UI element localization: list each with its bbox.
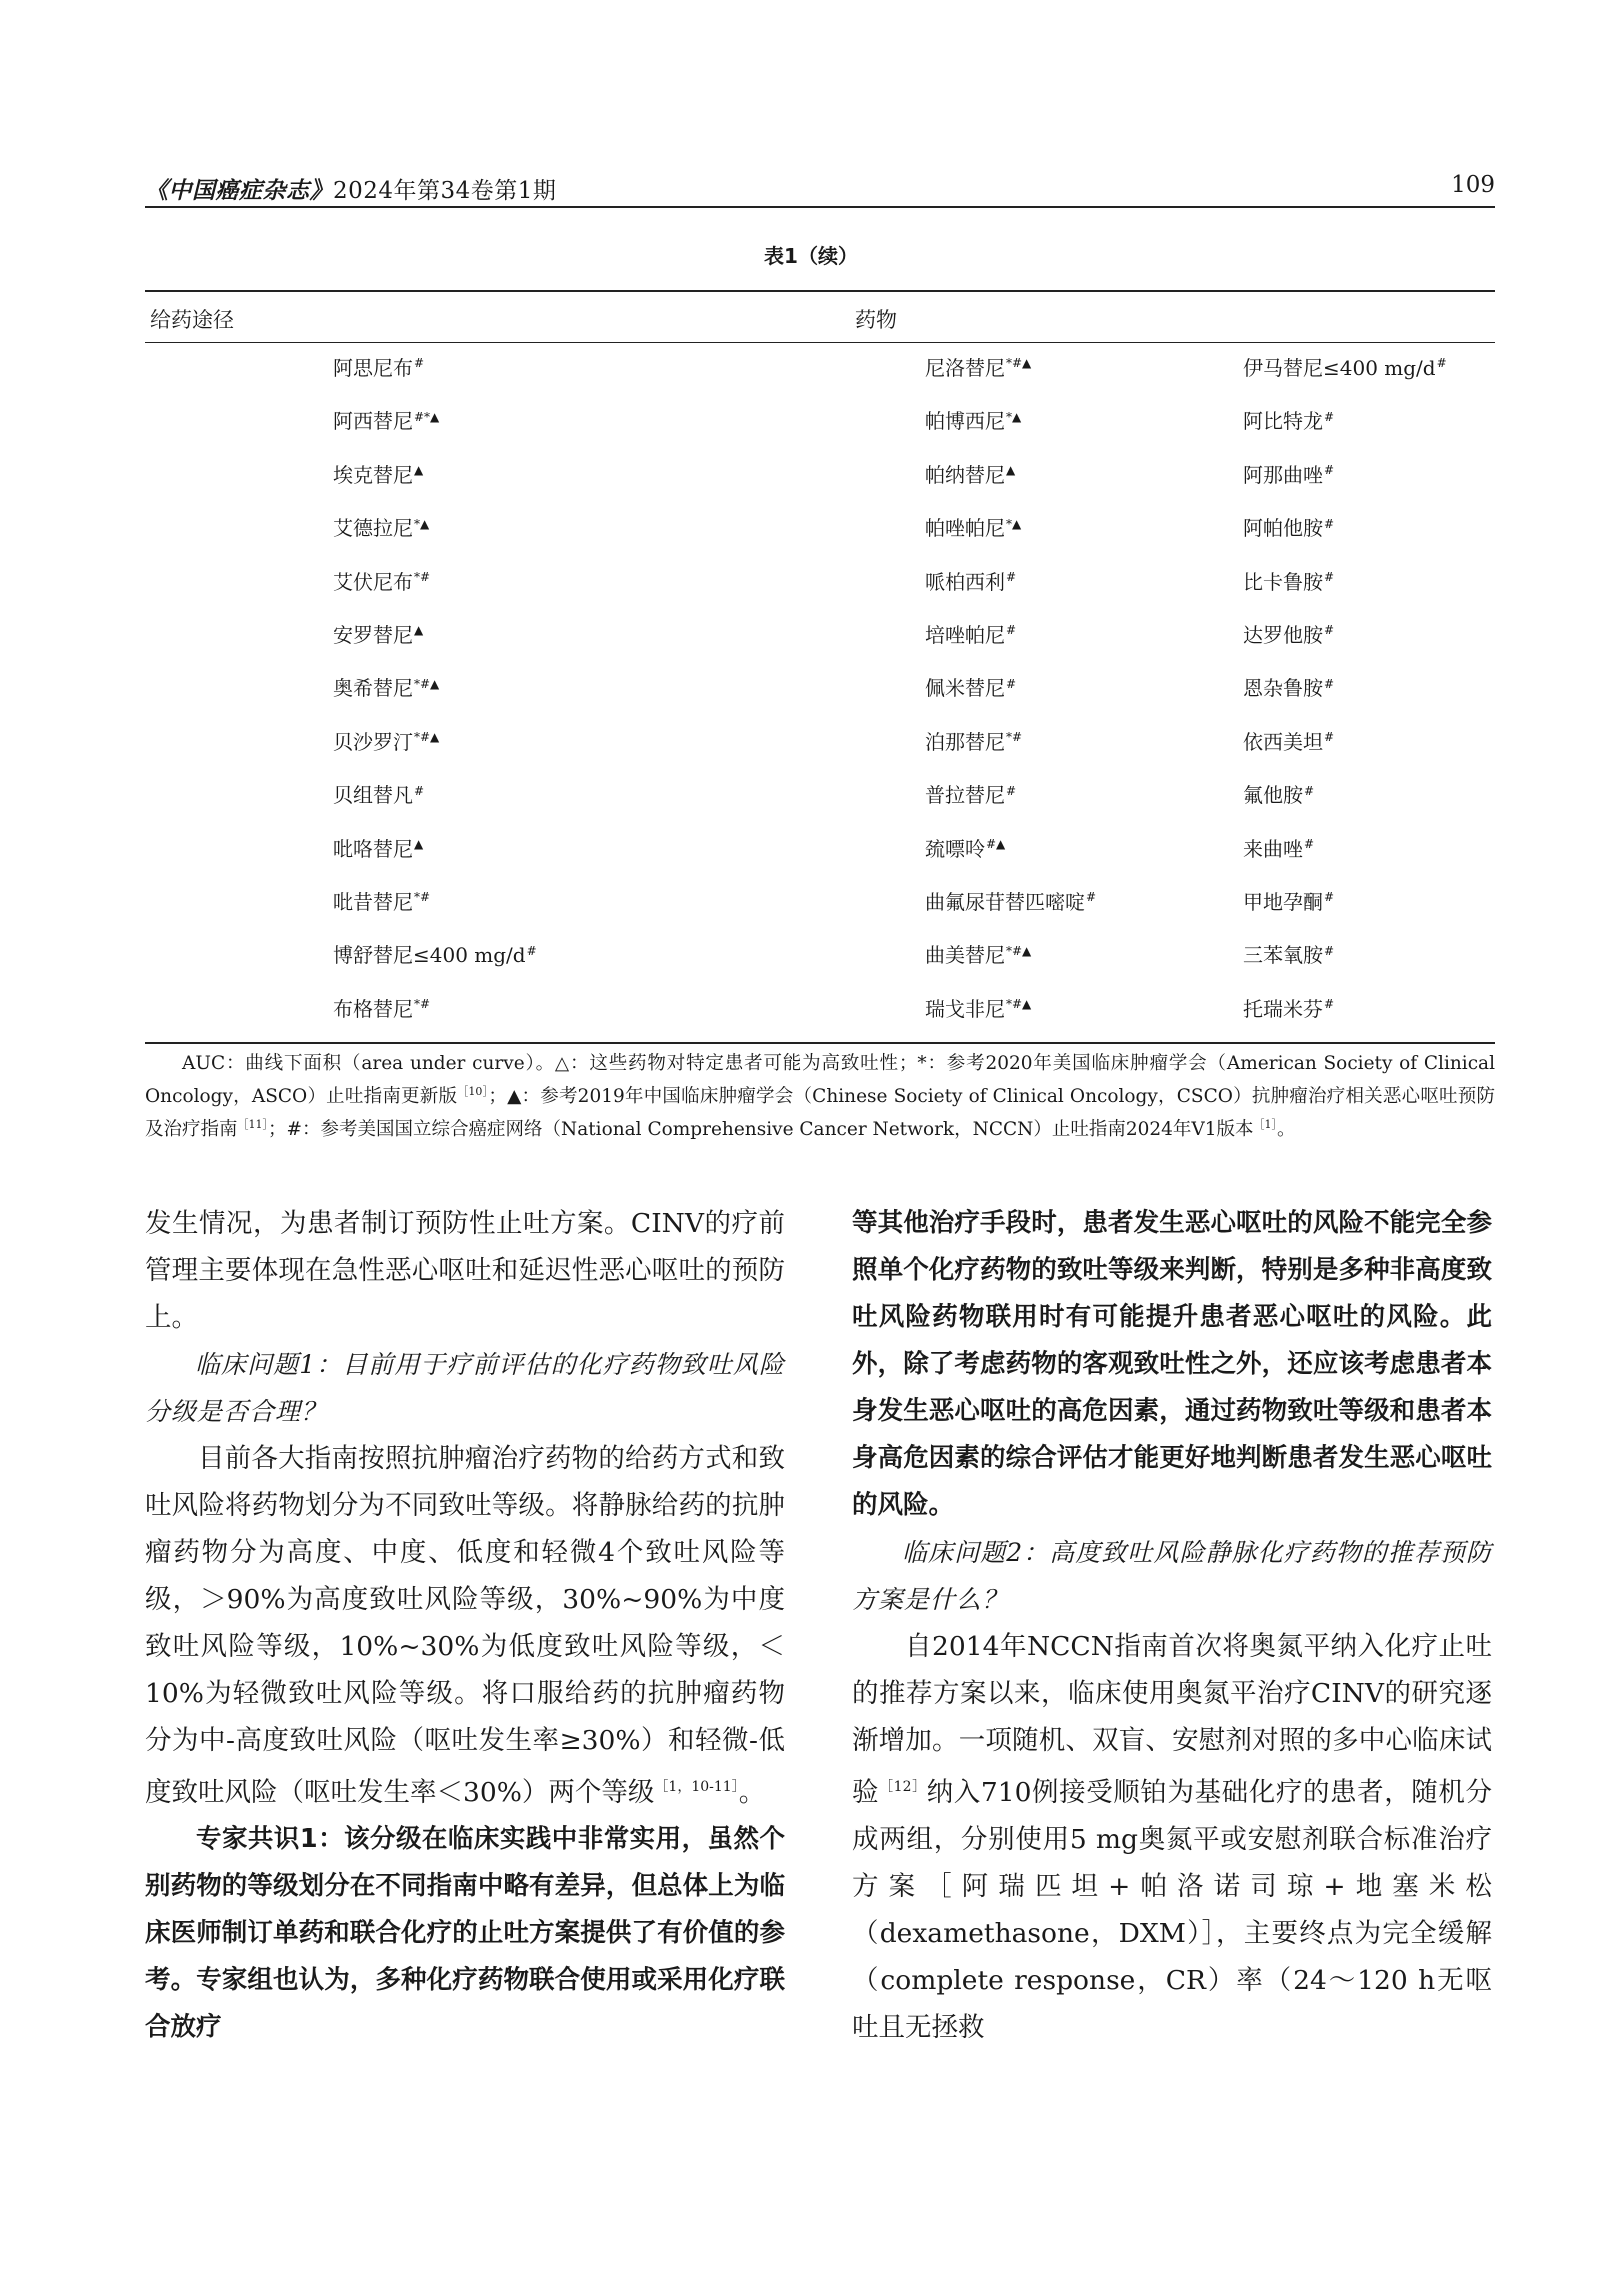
expert-consensus-1: 专家共识1：该分级在临床实践中非常实用，虽然个别药物的等级划分在不同指南中略有差异，但总体上为临床医师制订单药和联合化疗的止吐方案提供了有价值的参考。专家组也认为，多种化疗药物联合使用或采用化疗联合放疗 [145, 1823, 785, 2042]
drug-name: 阿比特龙 [1243, 409, 1323, 434]
drug-cell [1243, 779, 1314, 808]
drug-source-marker: # [1324, 997, 1335, 1012]
drug-name: 吡昔替尼 [333, 890, 413, 914]
drug-cell [333, 779, 424, 808]
drug-cell [333, 886, 430, 915]
drug-cell [333, 512, 429, 541]
drug-name: 博舒替尼≤400 mg/d [333, 943, 526, 968]
drug-source-marker: # [526, 943, 537, 958]
drug-source-marker: *# [414, 997, 431, 1012]
drug-source-marker: ▲ [414, 623, 424, 638]
drug-source-marker: *#▲ [414, 676, 440, 691]
drug-source-marker: *#▲ [414, 730, 440, 745]
drug-source-marker: *#▲ [1006, 943, 1032, 958]
drug-source-marker: *# [414, 569, 431, 584]
drug-source-marker: # [1324, 943, 1335, 958]
drug-cell [925, 833, 1005, 862]
drug-cell [925, 459, 1015, 488]
drug-cell [333, 405, 439, 434]
drug-cell [333, 833, 423, 862]
drug-cell [925, 779, 1016, 808]
drug-cell [1243, 566, 1334, 595]
drug-source-marker: # [1086, 890, 1097, 905]
drug-source-marker: # [1304, 836, 1315, 851]
drug-name: 佩米替尼 [925, 676, 1005, 701]
drug-cell [333, 566, 430, 595]
drug-cell [925, 619, 1016, 648]
table-bottom-rule [145, 1042, 1495, 1044]
drug-name: 甲地孕酮 [1243, 890, 1323, 914]
paragraph: 目前各大指南按照抗肿瘤治疗药物的给药方式和致吐风险将药物划分为不同致吐等级。将静脉给药的抗肿瘤药物分为高度、中度、低度和轻微4个致吐风险等级，＞90%为高度致吐风险等级，30%~90%为中度致吐风险等级，10%~30%为低度致吐风险等级，＜10%为轻微致吐风险等级。将口服给药的抗肿瘤药物分为中-高度致吐风险（呕吐发生率≥30%）和轻微-低度致吐风险（呕吐发生率＜30%）两个等级$^{[1,10-11]}$。 [145, 1443, 785, 1808]
right-column [852, 1200, 1492, 2051]
drug-source-marker: # [1006, 676, 1017, 691]
drug-cell [1243, 619, 1334, 648]
paragraph: 自2014年NCCN指南首次将奥氮平纳入化疗止吐的推荐方案以来，临床使用奥氮平治疗CINV的研究逐渐增加。一项随机、双盲、安慰剂对照的多中心临床试验$^{[12]}$纳入710例接受顺铂为基础化疗的患者，随机分成两组，分别使用5 mg奥氮平或安慰剂联合标准治疗方案［阿瑞匹坦+帕洛诺司琼+地塞米松（dexamethasone，DXM）］，主要终点为完全缓解（complete response，CR）率（24～120 h无呕吐且无拯救 [852, 1631, 1492, 2043]
drug-name: 瑞戈非尼 [925, 996, 1005, 1021]
drug-name: 艾伏尼布 [333, 569, 413, 594]
drug-cell [925, 886, 1096, 915]
drug-name: 托瑞米芬 [1243, 996, 1323, 1021]
drug-name: 布格替尼 [333, 996, 413, 1021]
drug-cell [333, 459, 423, 488]
drug-name: 达罗他胺 [1243, 623, 1323, 647]
drug-source-marker: *#▲ [1006, 356, 1032, 371]
drug-source-marker: # [1436, 356, 1447, 371]
page-number: 109 [1451, 172, 1495, 198]
drug-cell [925, 566, 1016, 595]
clinical-question-2: 临床问题2：高度致吐风险静脉化疗药物的推荐预防方案是什么？ [852, 1538, 1492, 1614]
drug-name: 伊马替尼≤400 mg/d [1243, 356, 1436, 380]
drug-cell [925, 405, 1021, 434]
drug-name: 阿那曲唑 [1243, 462, 1323, 487]
drug-source-marker: *# [414, 890, 431, 905]
drug-source-marker: #*▲ [414, 409, 440, 424]
drug-name: 培唑帕尼 [925, 623, 1005, 647]
drug-source-marker: # [1324, 623, 1335, 638]
drug-cell [925, 726, 1022, 755]
drug-source-marker: # [1006, 783, 1017, 798]
drug-source-marker: # [1324, 463, 1335, 478]
drug-cell [333, 352, 424, 381]
table-header-rule [145, 342, 1495, 343]
drug-name: 恩杂鲁胺 [1243, 676, 1323, 701]
drug-name: 依西美坦 [1243, 729, 1323, 754]
drug-cell [333, 619, 423, 648]
drug-name: 曲美替尼 [925, 943, 1005, 968]
running-head [145, 170, 1495, 208]
drug-cell [1243, 672, 1334, 701]
drug-cell [925, 512, 1021, 541]
drug-name: 帕纳替尼 [925, 462, 1005, 487]
left-column [145, 1200, 785, 2051]
drug-cell [925, 993, 1031, 1022]
table-caption: 表1（续） [764, 244, 858, 268]
drug-name: 三苯氧胺 [1243, 943, 1323, 968]
drug-source-marker: *▲ [1006, 516, 1022, 531]
drug-cell [1243, 352, 1447, 381]
drug-source-marker: # [1324, 730, 1335, 745]
drug-source-marker: ▲ [414, 463, 424, 478]
drug-name: 尼洛替尼 [925, 356, 1005, 380]
drug-cell [333, 672, 439, 701]
drug-source-marker: # [1324, 409, 1335, 424]
drug-name: 帕博西尼 [925, 409, 1005, 434]
drug-name: 哌柏西利 [925, 569, 1005, 594]
table-footnote: AUC：曲线下面积（area under curve）。△：这些药物对特定患者可能为高致吐性；*：参考2020年美国临床肿瘤学会（American Society of Clinical Oncology，ASCO）止吐指南更新版$^{[10]}$；▲：参考2019年中国临床肿瘤学会（Chinese Society of Clinical Oncology，CSCO）抗肿瘤治疗相关恶心呕吐预防及治疗指南$^{[11]}$；#：参考美国国立综合癌症网络（National Comprehensive Cancer Network，NCCN）止吐指南2024年V1版本$^{[1]}$。 [145, 1053, 1495, 1141]
drug-source-marker: *#▲ [1006, 997, 1032, 1012]
drug-name: 曲氟尿苷替匹嘧啶 [925, 890, 1085, 914]
drug-cell [1243, 459, 1334, 488]
drug-name: 帕唑帕尼 [925, 516, 1005, 541]
drug-name: 艾德拉尼 [333, 516, 413, 541]
drug-name: 泊那替尼 [925, 729, 1005, 754]
paragraph: 发生情况，为患者制订预防性止吐方案。CINV的疗前管理主要体现在急性恶心呕吐和延迟性恶心呕吐的预防上。 [145, 1208, 785, 1333]
drug-source-marker: # [414, 783, 425, 798]
drug-source-marker: *▲ [1006, 409, 1022, 424]
drug-source-marker: *▲ [414, 516, 430, 531]
drug-source-marker: # [1304, 783, 1315, 798]
drug-source-marker: #▲ [986, 836, 1006, 851]
drug-name: 阿思尼布 [333, 356, 413, 380]
drug-cell [925, 672, 1016, 701]
drug-source-marker: # [1324, 516, 1335, 531]
drug-name: 安罗替尼 [333, 623, 413, 647]
column-header-route: 给药途径 [150, 308, 234, 332]
drug-cell [925, 939, 1031, 968]
drug-name: 普拉替尼 [925, 783, 1005, 808]
drug-name: 阿帕他胺 [1243, 516, 1323, 541]
drug-source-marker: # [1324, 890, 1335, 905]
drug-cell [1243, 939, 1334, 968]
drug-name: 氟他胺 [1243, 783, 1303, 808]
drug-source-marker: ▲ [1006, 463, 1016, 478]
clinical-question-1: 临床问题1：目前用于疗前评估的化疗药物致吐风险分级是否合理？ [145, 1350, 785, 1426]
drug-source-marker: *# [1006, 730, 1023, 745]
drug-cell [333, 993, 430, 1022]
drug-source-marker: # [1324, 676, 1335, 691]
drug-name: 埃克替尼 [333, 462, 413, 487]
drug-source-marker: # [414, 356, 425, 371]
drug-cell [1243, 512, 1334, 541]
drug-source-marker: # [1006, 623, 1017, 638]
drug-name: 吡咯替尼 [333, 836, 413, 861]
column-header-drug: 药物 [855, 308, 897, 332]
drug-name: 阿西替尼 [333, 409, 413, 434]
drug-name: 来曲唑 [1243, 836, 1303, 861]
drug-source-marker: ▲ [414, 836, 424, 851]
drug-name: 贝沙罗汀 [333, 729, 413, 754]
drug-name: 比卡鲁胺 [1243, 569, 1323, 594]
expert-consensus-1-continued: 等其他治疗手段时，患者发生恶心呕吐的风险不能完全参照单个化疗药物的致吐等级来判断，特别是多种非高度致吐风险药物联用时有可能提升患者恶心呕吐的风险。此外，除了考虑药物的客观致吐性之外，还应该考虑患者本身发生恶心呕吐的高危因素，通过药物致吐等级和患者本身高危因素的综合评估才能更好地判断患者发生恶心呕吐的风险。 [852, 1208, 1492, 1520]
drug-cell [1243, 833, 1314, 862]
drug-cell [925, 352, 1031, 381]
drug-source-marker: # [1324, 569, 1335, 584]
drug-name: 奥希替尼 [333, 676, 413, 701]
drug-cell [333, 939, 537, 968]
drug-name: 贝组替凡 [333, 783, 413, 808]
journal-title: 《中国癌症杂志》2024年第34卷第1期 [145, 177, 557, 204]
drug-cell [333, 726, 439, 755]
drug-cell [1243, 405, 1334, 434]
drug-cell [1243, 726, 1334, 755]
drug-name: 巯嘌呤 [925, 836, 985, 861]
table-top-rule [145, 290, 1495, 292]
drug-cell [1243, 993, 1334, 1022]
drug-cell [1243, 886, 1334, 915]
drug-source-marker: # [1006, 569, 1017, 584]
